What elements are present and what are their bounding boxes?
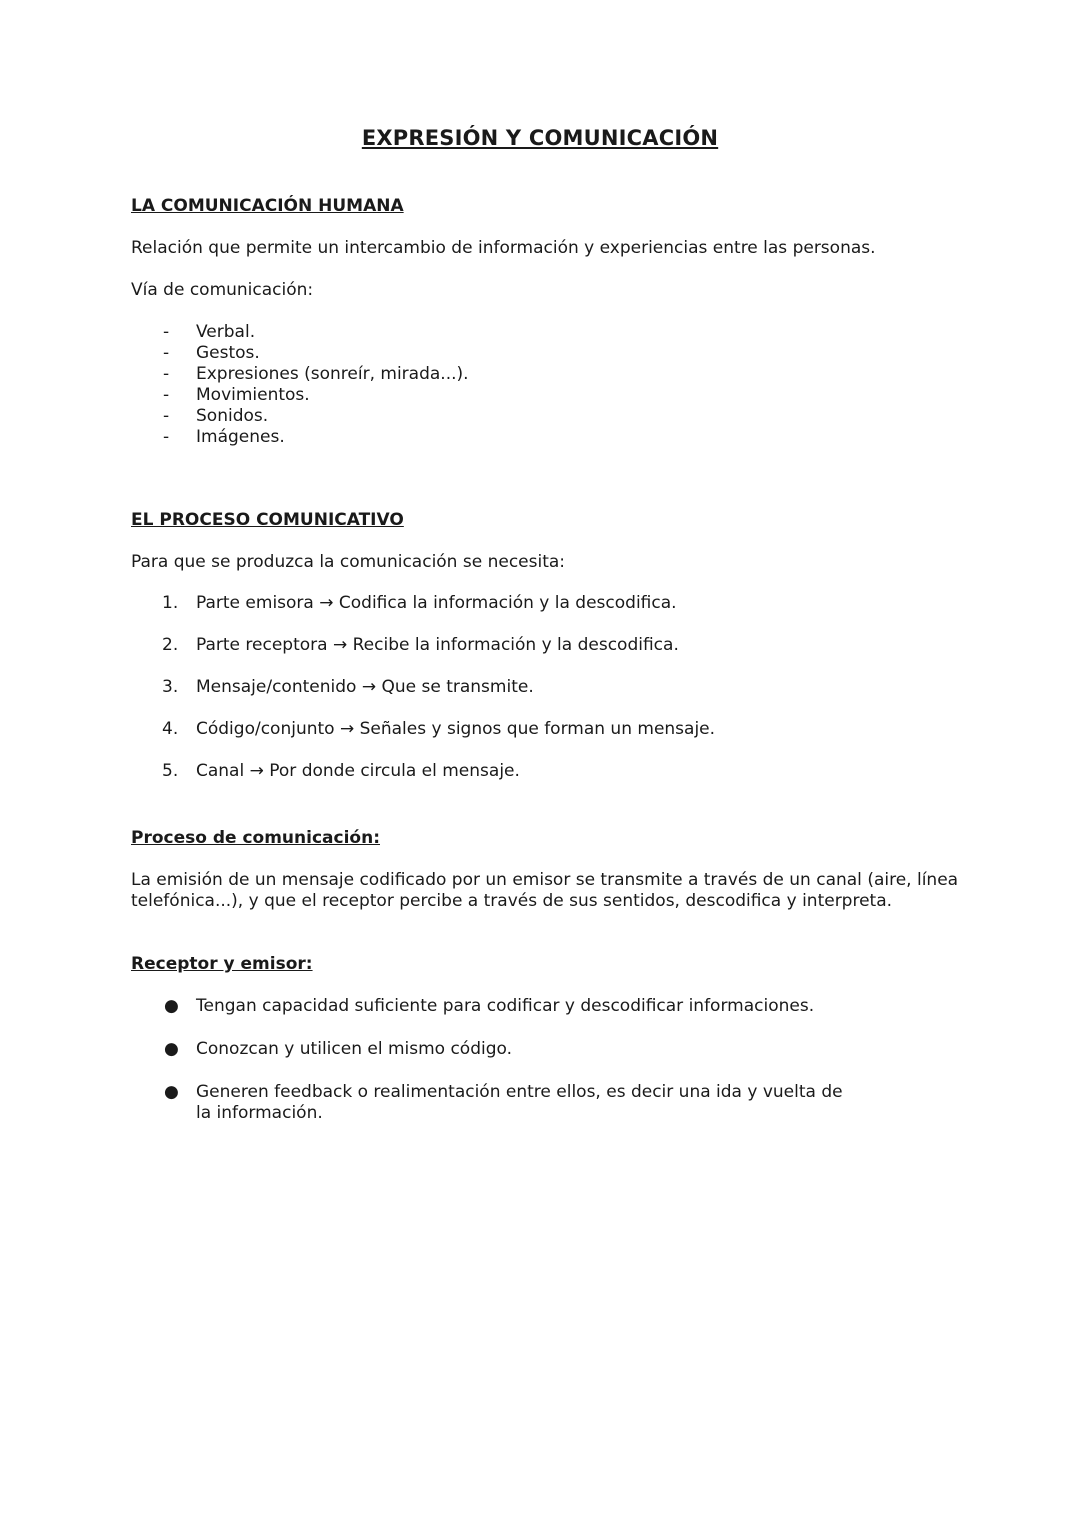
number-marker: 1. bbox=[162, 593, 179, 613]
via-label: Vía de comunicación: bbox=[131, 280, 314, 300]
communication-ways-list bbox=[131, 322, 469, 448]
number-marker: 5. bbox=[162, 761, 179, 781]
section-heading-receptor-emisor: Receptor y emisor: bbox=[131, 954, 313, 974]
list-item: - Expresiones (sonreír, mirada...). bbox=[163, 364, 469, 384]
list-item: - Imágenes. bbox=[163, 427, 285, 447]
bullet-icon: ● bbox=[164, 1039, 179, 1059]
dash-marker: - bbox=[163, 427, 170, 447]
list-item: ● Tengan capacidad suficiente para codificar y descodificar informaciones. bbox=[164, 996, 815, 1016]
dash-marker: - bbox=[163, 406, 170, 426]
list-item: ● Conozcan y utilicen el mismo código. bbox=[164, 1039, 513, 1059]
list-item: 4. Código/conjunto → Señales y signos que forman un mensaje. bbox=[162, 719, 716, 739]
receptor-emisor-list bbox=[131, 996, 931, 1146]
page-title: EXPRESIÓN Y COMUNICACIÓN bbox=[361, 126, 719, 150]
process-elements-list bbox=[131, 593, 715, 803]
dash-marker: - bbox=[163, 364, 170, 384]
list-item: - Verbal. bbox=[163, 322, 256, 342]
bullet-icon: ● bbox=[164, 1082, 179, 1102]
dash-marker: - bbox=[163, 322, 170, 342]
dash-marker: - bbox=[163, 385, 170, 405]
number-marker: 3. bbox=[162, 677, 179, 697]
list-item: - Movimientos. bbox=[163, 385, 310, 405]
list-item: 3. Mensaje/contenido → Que se transmite. bbox=[162, 677, 534, 697]
process-paragraph: La emisión de un mensaje codificado por un emisor se transmite a través de un canal (aire, línea telefónica...), y que el receptor percibe a través de sus sentidos, descodifica y interpreta. bbox=[131, 870, 959, 911]
list-item: ● Generen feedback o realimentación entre ellos, es decir una ida y vuelta de la información. bbox=[164, 1082, 843, 1123]
list-item: 1. Parte emisora → Codifica la información y la descodifica. bbox=[162, 593, 677, 613]
bullet-icon: ● bbox=[164, 996, 179, 1016]
definition-paragraph: Relación que permite un intercambio de información y experiencias entre las personas. bbox=[131, 238, 876, 258]
list-item: - Sonidos. bbox=[163, 406, 269, 426]
section-heading-comunicacion-humana: LA COMUNICACIÓN HUMANA bbox=[131, 196, 404, 216]
dash-marker: - bbox=[163, 343, 170, 363]
number-marker: 2. bbox=[162, 635, 179, 655]
intro-paragraph: Para que se produzca la comunicación se necesita: bbox=[131, 552, 566, 572]
list-item: 5. Canal → Por donde circula el mensaje. bbox=[162, 761, 520, 781]
number-marker: 4. bbox=[162, 719, 179, 739]
list-item: 2. Parte receptora → Recibe la información y la descodifica. bbox=[162, 635, 679, 655]
section-heading-proceso-comunicativo: EL PROCESO COMUNICATIVO bbox=[131, 510, 404, 530]
list-item: - Gestos. bbox=[163, 343, 260, 363]
section-heading-proceso-de-comunicacion: Proceso de comunicación: bbox=[131, 828, 380, 848]
